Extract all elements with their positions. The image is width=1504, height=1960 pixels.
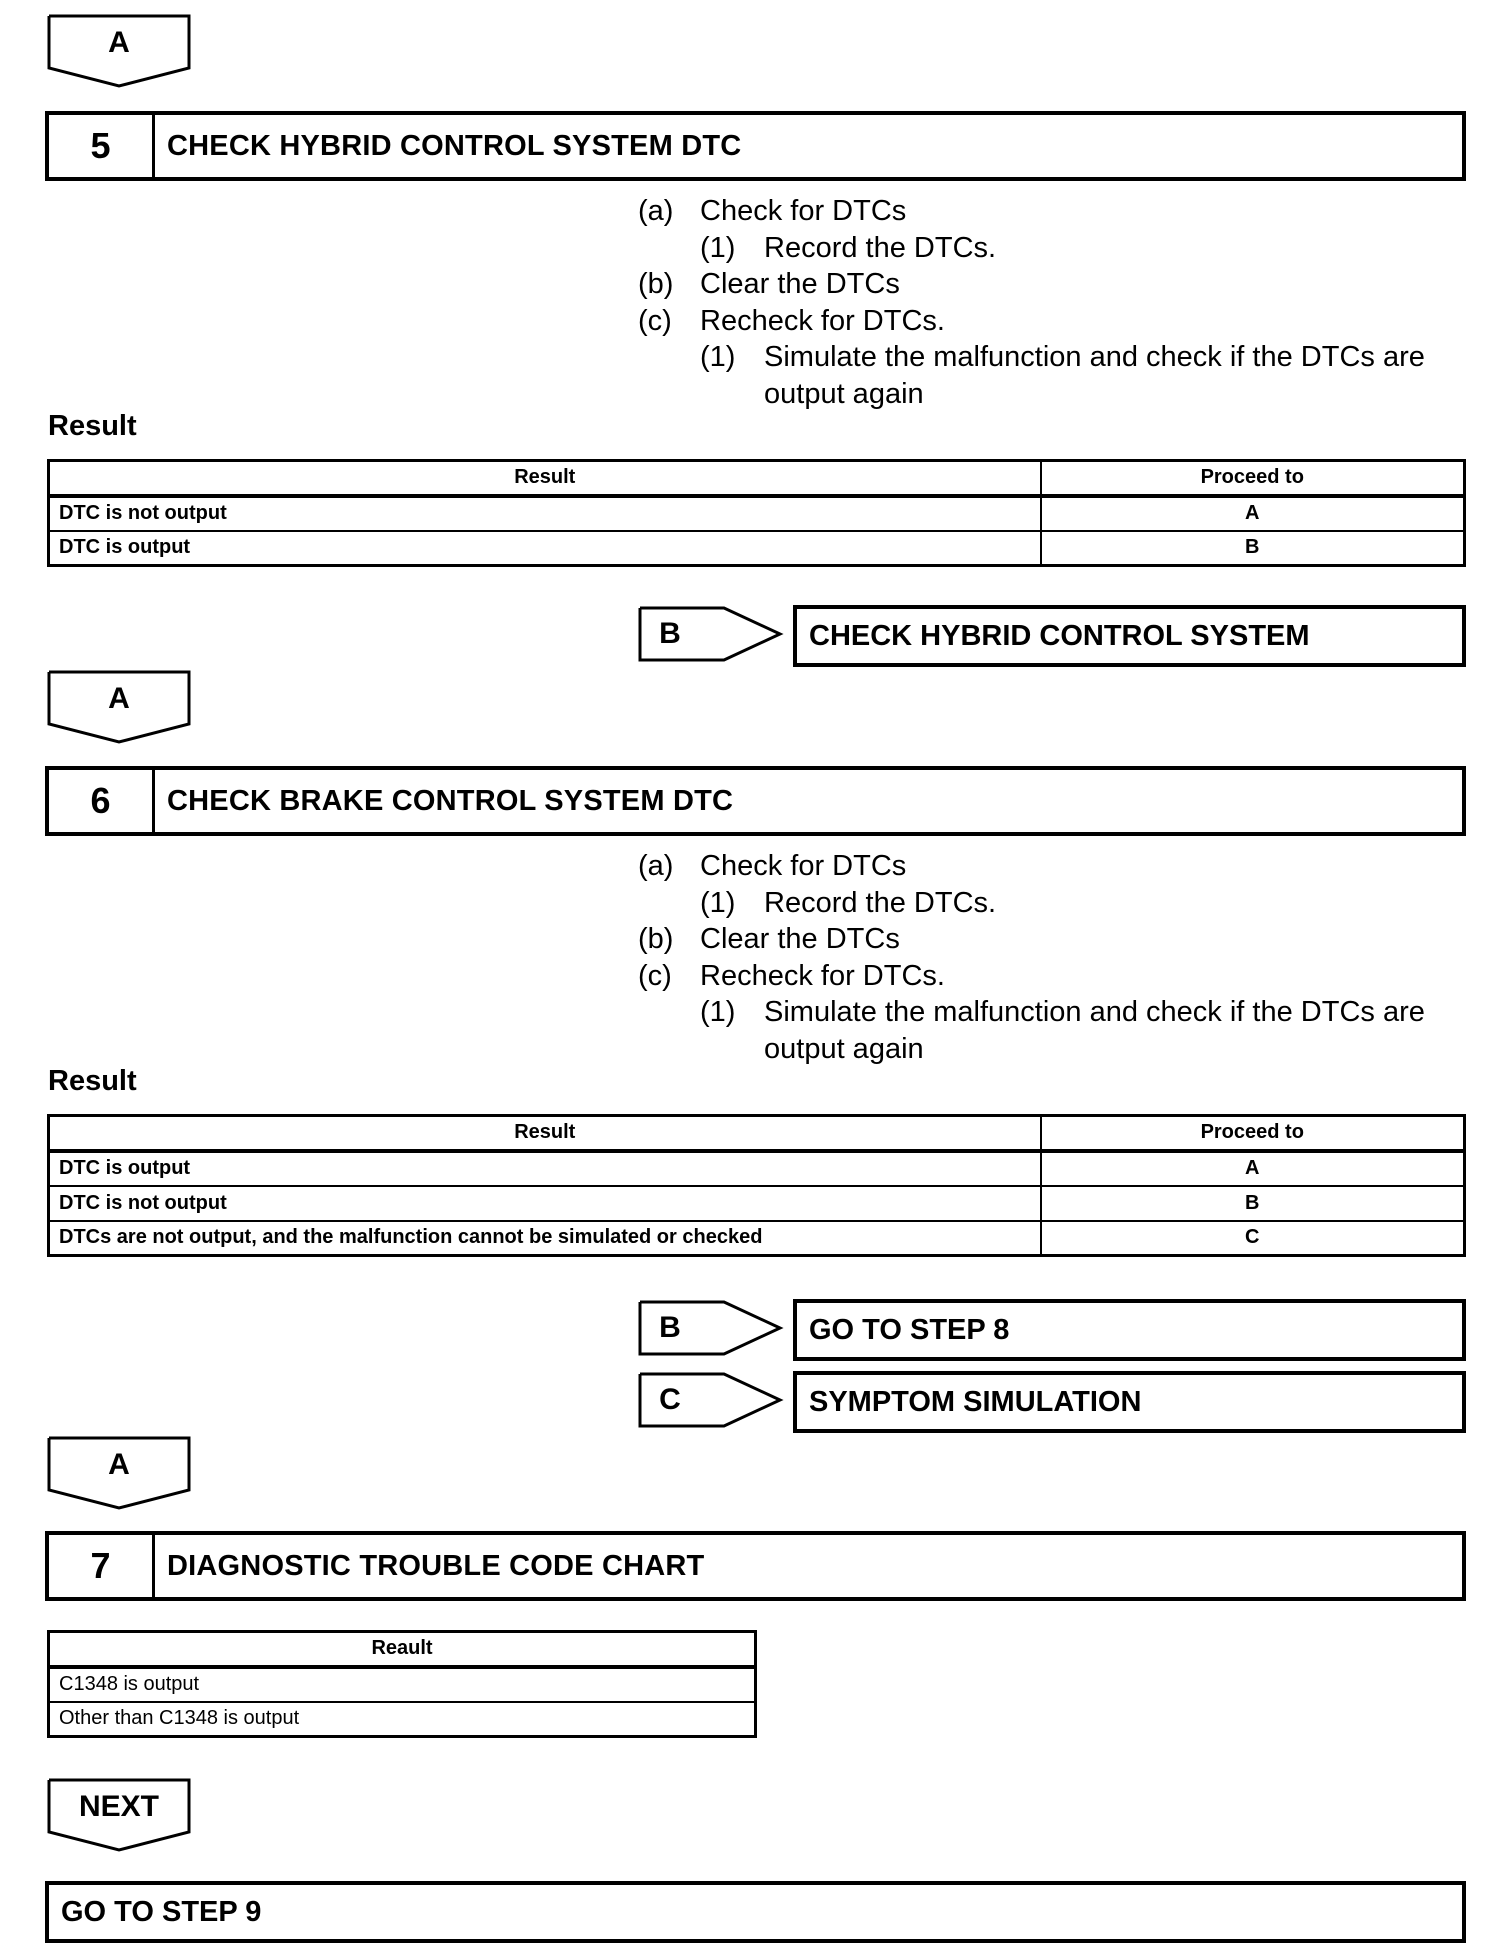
proceed-cell: A [1041, 496, 1465, 531]
instruction-marker: (1) [700, 231, 736, 264]
step-6-result-table [47, 1114, 1466, 1257]
table-header-row [49, 1632, 756, 1667]
instruction-text: Clear the DTCs [700, 923, 900, 955]
branch-label: C [659, 1383, 681, 1416]
column-header: Result [49, 461, 1041, 496]
instruction-text: Clear the DTCs [700, 268, 900, 300]
final-destination: GO TO STEP 9 [45, 1881, 1466, 1943]
branch-tag-c [638, 1372, 788, 1428]
instruction-text: output again [764, 377, 924, 410]
instruction-line [638, 339, 1468, 376]
result-cell: DTCs are not output, and the malfunction cannot be simulated or checked [49, 1221, 1041, 1256]
step-title: DIAGNOSTIC TROUBLE CODE CHART [167, 1549, 705, 1582]
table-row [49, 1221, 1465, 1256]
result-cell: Other than C1348 is output [49, 1702, 756, 1737]
result-heading: Result [48, 1065, 137, 1097]
instruction-text: Recheck for DTCs. [700, 304, 945, 337]
table-row [49, 1186, 1465, 1221]
column-header: Proceed to [1041, 1116, 1465, 1151]
instruction-line [638, 994, 1468, 1031]
proceed-tag-a-2 [47, 670, 191, 744]
instruction-line [638, 958, 1468, 995]
instruction-text: Record the DTCs. [764, 886, 997, 919]
column-header: Proceed to [1041, 461, 1465, 496]
instruction-text: Record the DTCs. [764, 231, 997, 264]
step-5-instructions [638, 193, 1468, 412]
branch-label: B [659, 1311, 681, 1344]
instruction-line [638, 193, 1468, 230]
result-cell: C1348 is output [49, 1667, 756, 1702]
step-7-header [45, 1531, 1466, 1601]
step-title: CHECK BRAKE CONTROL SYSTEM DTC [167, 784, 734, 817]
branch-label: B [659, 617, 681, 650]
instruction-line [638, 230, 1468, 267]
proceed-cell: C [1041, 1221, 1465, 1256]
instruction-line [638, 885, 1468, 922]
tag-label: A [108, 682, 130, 715]
instruction-text: Check for DTCs [700, 195, 907, 227]
instruction-marker: (b) [638, 923, 674, 955]
table-row [49, 1667, 756, 1702]
instruction-marker: (a) [638, 850, 674, 882]
instruction-line [638, 303, 1468, 340]
table-row [49, 531, 1465, 566]
tag-label: A [108, 1448, 130, 1481]
next-tag [47, 1778, 191, 1852]
step-title: CHECK HYBRID CONTROL SYSTEM DTC [167, 129, 742, 162]
instruction-text: Simulate the malfunction and check if the DTCs are [764, 996, 1425, 1028]
table-header-row [49, 1116, 1465, 1151]
instruction-marker: (b) [638, 268, 674, 300]
table-header-row [49, 461, 1465, 496]
instruction-marker: (c) [638, 959, 672, 992]
tag-label: NEXT [78, 1790, 159, 1823]
instruction-line [638, 376, 1468, 413]
instruction-marker: (a) [638, 195, 674, 227]
instruction-marker: (1) [700, 996, 736, 1028]
proceed-tag-a-1 [47, 14, 191, 88]
branch-destination: SYMPTOM SIMULATION [793, 1371, 1466, 1433]
step-number: 6 [49, 770, 155, 832]
step-6-header [45, 766, 1466, 836]
proceed-cell: A [1041, 1151, 1465, 1186]
instruction-text: Check for DTCs [700, 850, 907, 882]
step-5-result-table [47, 459, 1466, 567]
instruction-line [638, 266, 1468, 303]
column-header: Result [49, 1116, 1041, 1151]
proceed-tag-a-3 [47, 1436, 191, 1510]
proceed-cell: B [1041, 1186, 1465, 1221]
step-6-instructions [638, 848, 1468, 1067]
result-heading: Result [48, 410, 137, 442]
instruction-text: output again [764, 1032, 924, 1065]
result-cell: DTC is output [49, 531, 1041, 566]
step-7-result-table [47, 1630, 757, 1738]
branch-tag-b [638, 1300, 788, 1356]
instruction-marker: (1) [700, 341, 736, 373]
table-row [49, 1702, 756, 1737]
table-row [49, 496, 1465, 531]
result-cell: DTC is not output [49, 1186, 1041, 1221]
instruction-marker: (c) [638, 304, 672, 337]
tag-label: A [108, 26, 130, 59]
instruction-marker: (1) [700, 886, 736, 919]
step-number: 5 [49, 115, 155, 177]
result-cell: DTC is output [49, 1151, 1041, 1186]
column-header: Reault [49, 1632, 756, 1667]
step-5-header [45, 111, 1466, 181]
branch-destination: CHECK HYBRID CONTROL SYSTEM [793, 605, 1466, 667]
step-number: 7 [49, 1535, 155, 1597]
instruction-line [638, 848, 1468, 885]
proceed-cell: B [1041, 531, 1465, 566]
result-cell: DTC is not output [49, 496, 1041, 531]
branch-destination: GO TO STEP 8 [793, 1299, 1466, 1361]
instruction-line [638, 921, 1468, 958]
instruction-text: Recheck for DTCs. [700, 959, 945, 992]
instruction-line [638, 1031, 1468, 1068]
instruction-text: Simulate the malfunction and check if the DTCs are [764, 341, 1425, 373]
table-row [49, 1151, 1465, 1186]
branch-tag-b [638, 606, 788, 662]
